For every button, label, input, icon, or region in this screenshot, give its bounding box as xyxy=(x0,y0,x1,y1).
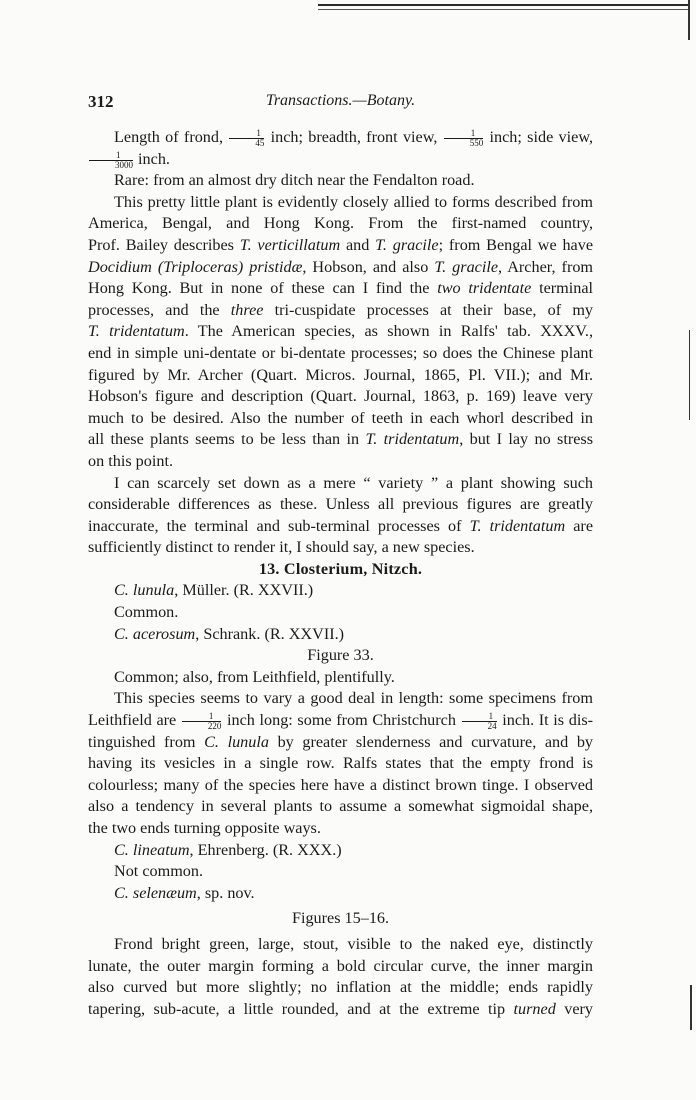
page-header xyxy=(88,92,593,112)
species-entry: C. selenæum, sp. nov. xyxy=(114,883,255,902)
top-rule xyxy=(318,4,688,6)
section-heading: 13. Closterium, Nitzch. xyxy=(258,559,423,578)
figure-reference: Figure 33. xyxy=(307,646,374,665)
scan-edge-mark xyxy=(690,985,692,1030)
fraction: $\frac{1}{220}$ xyxy=(182,712,222,731)
page-number: 312 xyxy=(88,92,114,111)
species-entry: C. acerosum, Schrank. (R. XXVII.) xyxy=(114,624,345,643)
paragraph-locality: Rare: from an almost dry ditch near the Fendalton road. xyxy=(114,171,475,190)
paragraph-comparison: This pretty little plant is evidently closely allied to forms described from America, Bengal, and Hong Kong. From the first-named country, Prof. Bailey describes T. verticillatum and T. gracile; from Bengal we have Docidium (Triploceras) pristidæ, Hobson, and also T. gracile, Archer, from Hong Kong. But in none of these can I find the two tridentate terminal processes, and the three tri-cuspidate processes at their base, of my T. tridentatum. The American species, as shown in Ralfs' tab. XXXV., end in simple uni-dentate or bi-dentate processes; so does the Chinese plant figured by Mr. Archer (Quart. Micros. Journal, 1865, Pl. VII.); and Mr. Hobson's figure and description (Quart. Journal, 1863, p. 169) leave very much to be desired. Also the number of teeth in each whorl described in all these plants seems to be less than in T. tridentatum, but I lay no stress on this point. xyxy=(88,192,594,470)
page-body xyxy=(88,127,593,1020)
fraction: $\frac{1}{45}$ xyxy=(229,129,264,148)
paragraph-description: Frond bright green, large, stout, visible to the naked eye, distinctly lunate, the outer margin forming a bold circular curve, the inner margin also curved but more slightly; no inflation at the middle; ends rapidly tapering, sub-acute, a little rounded, and at the extreme tip turned very xyxy=(88,934,593,1018)
fraction: $\frac{1}{550}$ xyxy=(444,129,484,148)
species-note: Common; also, from Leithfield, plentifully. xyxy=(114,667,395,686)
fraction: $\frac{1}{24}$ xyxy=(462,712,497,731)
top-rule-thin xyxy=(318,9,688,10)
running-title: Transactions.—Botany. xyxy=(265,92,416,109)
paragraph-dimensions: Length of frond, $\frac{1}{45}$ inch; breadth, front view, $\frac{1}{550}$ inch; side view, $\frac{1}{3000}$ inch. xyxy=(88,127,593,170)
scan-edge-mark xyxy=(688,0,690,40)
species-entry: C. lunula, Müller. (R. XXVII.) xyxy=(114,581,314,600)
paragraph-conclusion: I can scarcely set down as a mere “ variety ” a plant showing such considerable differences as these. Unless all previous figures are greatly inaccurate, the terminal and sub-terminal processes of T. tridentatum are sufficiently distinct to render it, I should say, a new species. xyxy=(88,473,594,557)
scan-edge-mark xyxy=(689,330,690,420)
species-note: Common. xyxy=(114,603,179,622)
figure-reference: Figures 15–16. xyxy=(291,909,390,928)
fraction: $\frac{1}{3000}$ xyxy=(89,151,133,170)
species-entry: C. lineatum, Ehrenberg. (R. XXX.) xyxy=(114,840,342,859)
paragraph-variation: This species seems to vary a good deal in length: some specimens from Leithfield are $\frac{1}{220}$ inch long: some from Christchurch $\frac{1}{24}$ inch. It is dis- tinguished from C. lunula by greater slenderness and curvature, and by having its vesicles in a single row. Ralfs states that the empty frond is colourless; many of the species here have a distinct brown tinge. I observed also a tendency in several plants to assume a somewhat sigmoidal shape, the two ends turning opposite ways. xyxy=(88,689,594,837)
species-note: Not common. xyxy=(114,862,204,881)
